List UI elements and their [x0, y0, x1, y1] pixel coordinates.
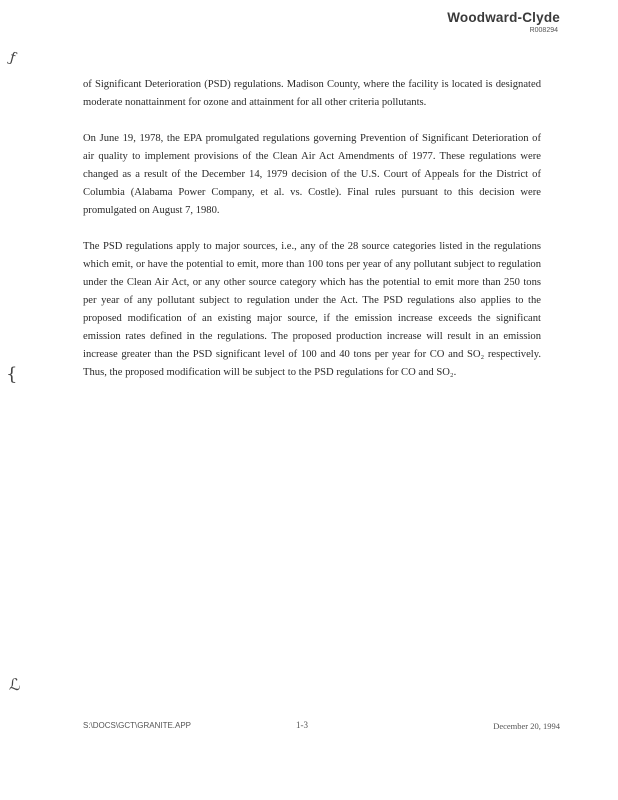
footer-file-path: S:\DOCS\GCT\GRANITE.APP — [83, 721, 192, 730]
document-code: R008294 — [529, 27, 558, 34]
margin-mark-middle: { — [6, 364, 18, 385]
margin-mark-bottom: ℒ — [9, 675, 21, 694]
document-body — [83, 76, 541, 400]
footer-page-number: 1-3 — [296, 720, 308, 730]
paragraph-psd-intro: of Significant Deterioration (PSD) regulations. Madison County, where the facility is located is designated moderate nonattainment for ozone and attainment for all other criteria pollutants. — [83, 79, 541, 108]
footer-date: December 20, 1994 — [493, 721, 560, 731]
paragraph-epa-regulations: On June 19, 1978, the EPA promulgated regulations governing Prevention of Significant Deterioration of air quality to implement provisions of the Clean Air Act Amendments of 1977. These regulations were changed as a result of the December 14, 1979 decision of the U.S. Court of Appeals for the District of Columbia (Alabama Power Company, et al. vs. Costle). Final rules pursuant to this decision were promulgated on August 7, 1980. — [83, 133, 541, 216]
paragraph-psd-applicability: The PSD regulations apply to major sources, i.e., any of the 28 source categories listed in the regulations which emit, or have the potential to emit, more than 100 tons per year of any pollutant subject to regulation under the Clean Air Act, or any other source category which has the potential to emit more than 250 tons per year of any pollutant subject to regulation under the Act. The PSD regulations also applies to the proposed modification of an existing major source, if the emission increase exceeds the significant emission rates defined in the regulations. The proposed production increase will result in an emission increase greater than the PSD significant level of 100 and 40 tons per year for CO and SO₂ respectively. Thus, the proposed modification will be subject to the PSD regulations for CO and SO₂. — [83, 241, 541, 378]
margin-mark-top: ƒ — [8, 49, 18, 67]
company-logo-text: Woodward-Clyde — [447, 10, 560, 25]
